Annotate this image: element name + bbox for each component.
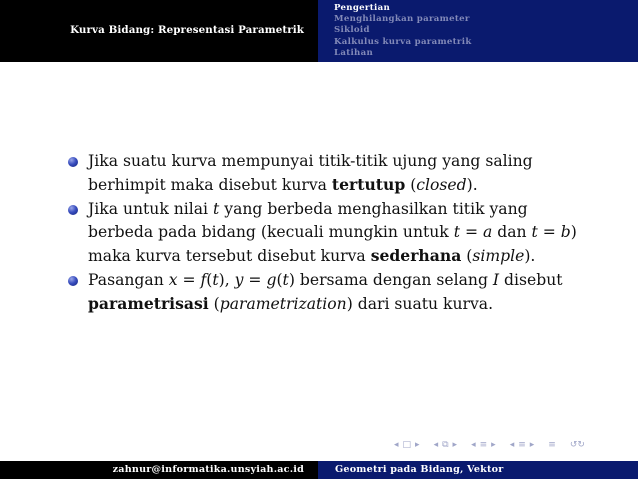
bullet-text-segment: ) maka kurva tersebut disebut kurva	[88, 223, 577, 265]
bullet-text-segment: ) dari suatu kurva.	[346, 295, 494, 313]
bullet-text-segment: (	[206, 271, 213, 289]
bullet-text-segment: (	[405, 176, 417, 194]
bullet-text-segment: b	[560, 223, 571, 241]
bullet-text-segment: ).	[466, 176, 478, 194]
bullet-icon	[68, 157, 78, 167]
slide-footer	[0, 461, 638, 479]
section-prev-icon[interactable]: ◂	[471, 440, 476, 450]
bullet-text-segment: t	[453, 223, 460, 241]
bullet-text-segment: f	[200, 271, 207, 289]
nav-item-menghilangkan-parameter[interactable]: Menghilangkan parameter	[334, 14, 470, 25]
bullet-text-segment: tertutup	[331, 175, 406, 194]
bullet-icon	[68, 205, 78, 215]
bullet-text-segment: a	[482, 223, 493, 241]
bullet-text-segment: sederhana	[370, 246, 462, 265]
bullet-text-segment: t	[282, 271, 289, 289]
bullet-icon	[68, 276, 78, 286]
nav-item-sikloid[interactable]: Sikloid	[334, 25, 370, 36]
bullet-text-segment: Jika untuk nilai	[88, 200, 214, 218]
header-nav-panel	[318, 0, 638, 62]
bullet-text-segment: I	[492, 271, 500, 289]
bullet-text-segment: closed	[416, 176, 467, 194]
bullet-text-segment: Jika suatu kurva mempunyai titik-titik ujung yang saling berhimpit maka disebut kurva	[88, 152, 533, 194]
subsection-prev-icon[interactable]: ◂	[433, 440, 439, 450]
frame-prev-icon[interactable]: ◂	[394, 440, 399, 450]
footer-title-panel	[318, 461, 638, 479]
bullet-text-segment: =	[243, 271, 267, 289]
bullet-item	[68, 269, 588, 316]
subsubsection-icon[interactable]: ≡	[518, 440, 526, 450]
bullet-text-segment: g	[266, 271, 277, 289]
bullet-text-segment: t	[212, 271, 219, 289]
bullet-text-segment: =	[460, 223, 483, 241]
nav-item-latihan[interactable]: Latihan	[334, 47, 374, 58]
section-next-icon[interactable]: ▸	[491, 440, 496, 450]
bullet-text-segment: yang berbeda menghasilkan titik yang berbeda pada bidang (kecuali mungkin untuk	[88, 200, 528, 241]
bullet-text-segment: dan	[492, 223, 532, 241]
footer-author-panel	[0, 461, 318, 479]
slide-body	[68, 150, 588, 317]
nav-item-kalkulus-kurva-parametrik[interactable]: Kalkulus kurva parametrik	[334, 36, 472, 47]
search-icon[interactable]: ↺↻	[569, 440, 585, 450]
bullet-text-segment: x	[168, 271, 178, 289]
nav-item-pengertian[interactable]: Pengertian	[334, 3, 391, 13]
subsection-icon[interactable]: ⧉	[442, 440, 449, 450]
bullet-text-segment: t	[531, 223, 538, 241]
header-title-panel	[0, 0, 318, 62]
frame-icon[interactable]: □	[402, 440, 412, 450]
subsection-next-icon[interactable]: ▸	[452, 440, 458, 450]
footer-author: zahnur@informatika.unsyiah.ac.id	[112, 464, 304, 475]
bullet-text-segment: t	[213, 200, 220, 218]
section-nav	[334, 3, 472, 59]
bullet-text-segment: simple	[472, 247, 525, 265]
bullet-text-segment: ).	[524, 247, 536, 265]
bullet-text-segment: y	[234, 271, 244, 289]
bullet-text-segment: parametrization	[219, 295, 347, 313]
bullet-text-segment: ),	[218, 271, 235, 289]
bullet-text-segment: Pasangan	[88, 271, 169, 289]
appendix-icon[interactable]: ≡	[548, 440, 556, 450]
bullet-item	[68, 150, 588, 197]
frame-next-icon[interactable]: ▸	[415, 440, 420, 450]
presentation-title[interactable]: Kurva Bidang: Representasi Parametrik	[70, 24, 304, 36]
section-icon[interactable]: ≡	[479, 440, 488, 450]
bullet-text-segment: (	[276, 271, 283, 289]
beamer-navigation	[394, 438, 624, 452]
bullet-text-segment: =	[537, 223, 561, 241]
subsubsection-prev-icon[interactable]: ◂	[509, 440, 515, 450]
footer-title: Geometri pada Bidang, Vektor	[335, 464, 504, 475]
bullet-text-segment: (	[461, 247, 473, 265]
bullet-text-segment: disebut	[499, 271, 563, 289]
bullet-text-segment: (	[208, 295, 220, 313]
bullet-text-segment: parametrisasi	[88, 294, 209, 313]
bullet-text-segment: =	[177, 271, 201, 289]
bullet-text-segment: ) bersama dengan selang	[288, 271, 493, 289]
bullet-item	[68, 198, 588, 268]
slide-header	[0, 0, 638, 62]
subsubsection-next-icon[interactable]: ▸	[529, 440, 535, 450]
